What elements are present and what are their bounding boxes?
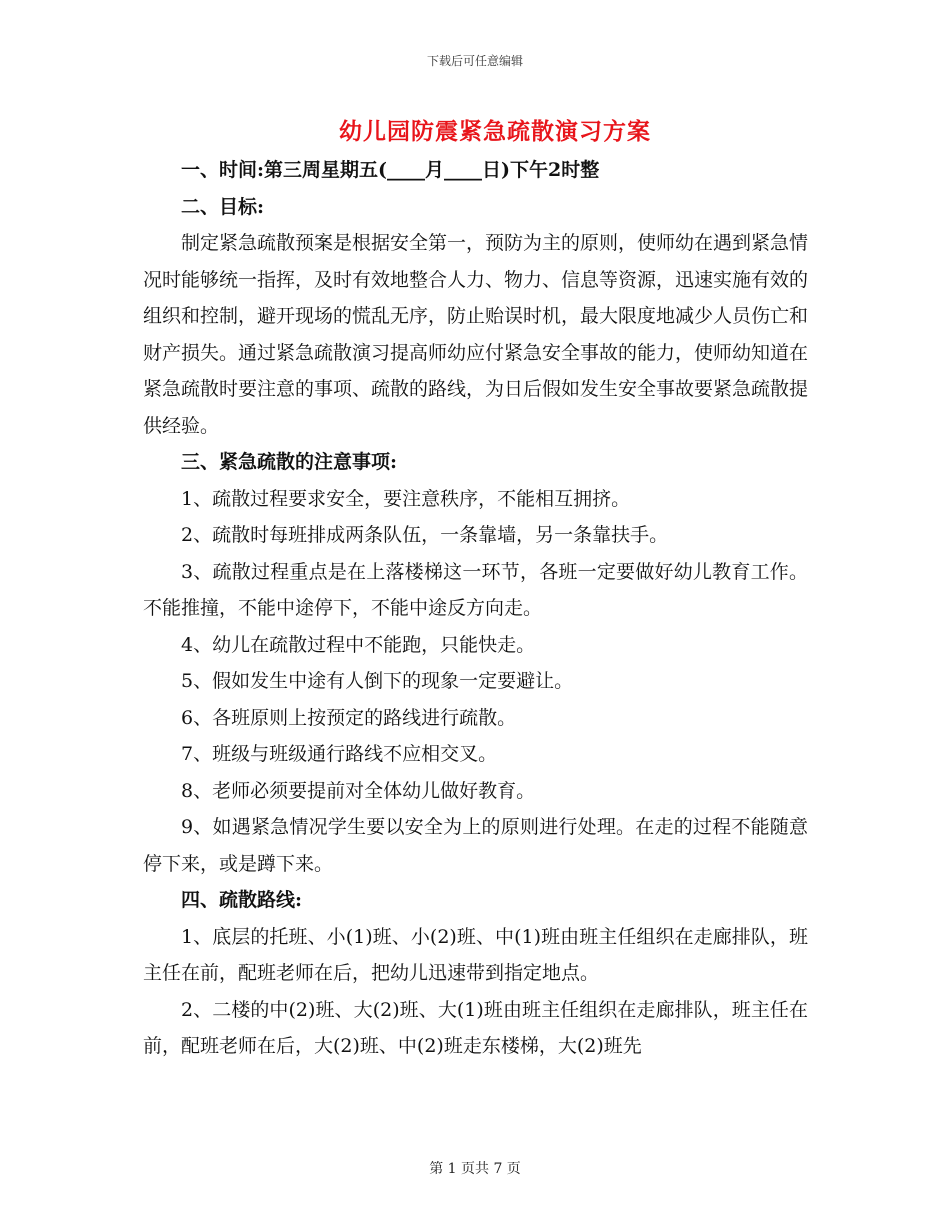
- note-item-7: 7、班级与班级通行路线不应相交叉。: [181, 743, 498, 765]
- document-body: [143, 152, 808, 1065]
- note-item-6: 6、各班原则上按预定的路线进行疏散。: [181, 706, 517, 729]
- note-item-5: 5、假如发生中途有人倒下的现象一定要避让。: [181, 670, 574, 692]
- note-item-9: 9、如遇紧急情况学生要以安全为上的原则进行处理。在走的过程不能随意停下来，或是蹲下来。: [143, 816, 808, 875]
- route-item-1: 1、底层的托班、小(1)班、小(2)班、中(1)班由班主任组织在走廊排队，班主任在前，配班老师在后，把幼儿迅速带到指定地点。: [143, 925, 808, 984]
- note-item-2: 2、疏散时每班排成两条队伍，一条靠墙，另一条靠扶手。: [181, 524, 669, 546]
- note-item-1: 1、疏散过程要求安全，要注意秩序，不能相互拥挤。: [181, 487, 631, 510]
- document-title: 幼儿园防震紧急疏散演习方案: [339, 118, 651, 145]
- note-item-4: 4、幼儿在疏散过程中不能跑，只能快走。: [181, 633, 536, 656]
- section-time-heading: 一、时间:第三周星期五(____月____日)下午2时整: [181, 159, 600, 181]
- note-item-3: 3、疏散过程重点是在上落楼梯这一环节，各班一定要做好幼儿教育工作。不能推撞，不能中途停下，不能中途反方向走。: [143, 560, 808, 619]
- goal-paragraph: 制定紧急疏散预案是根据安全第一，预防为主的原则，使师幼在遇到紧急情况时能够统一指挥，及时有效地整合人力、物力、信息等资源，迅速实施有效的组织和控制，避开现场的慌乱无序，防止贻误时机，最大限度地减少人员伤亡和财产损失。通过紧急疏散演习提高师幼应付紧急安全事故的能力，使师幼知道在紧急疏散时要注意的事项、疏散的路线，为日后假如发生安全事故要紧急疏散提供经验。: [143, 232, 809, 437]
- note-item-8: 8、老师必须要提前对全体幼儿做好教育。: [181, 779, 536, 802]
- route-item-2: 2、二楼的中(2)班、大(2)班、大(1)班由班主任组织在走廊排队，班主任在前，配班老师在后，大(2)班、中(2)班走东楼梯，大(2)班先: [143, 998, 808, 1057]
- page-footer: 第 1 页共 7 页: [429, 1161, 521, 1177]
- section-notes-heading: 三、紧急疏散的注意事项:: [181, 451, 398, 473]
- section-route-heading: 四、疏散路线:: [181, 889, 303, 911]
- header-note: 下载后可任意编辑: [426, 54, 523, 68]
- section-goal-heading: 二、目标:: [181, 195, 265, 218]
